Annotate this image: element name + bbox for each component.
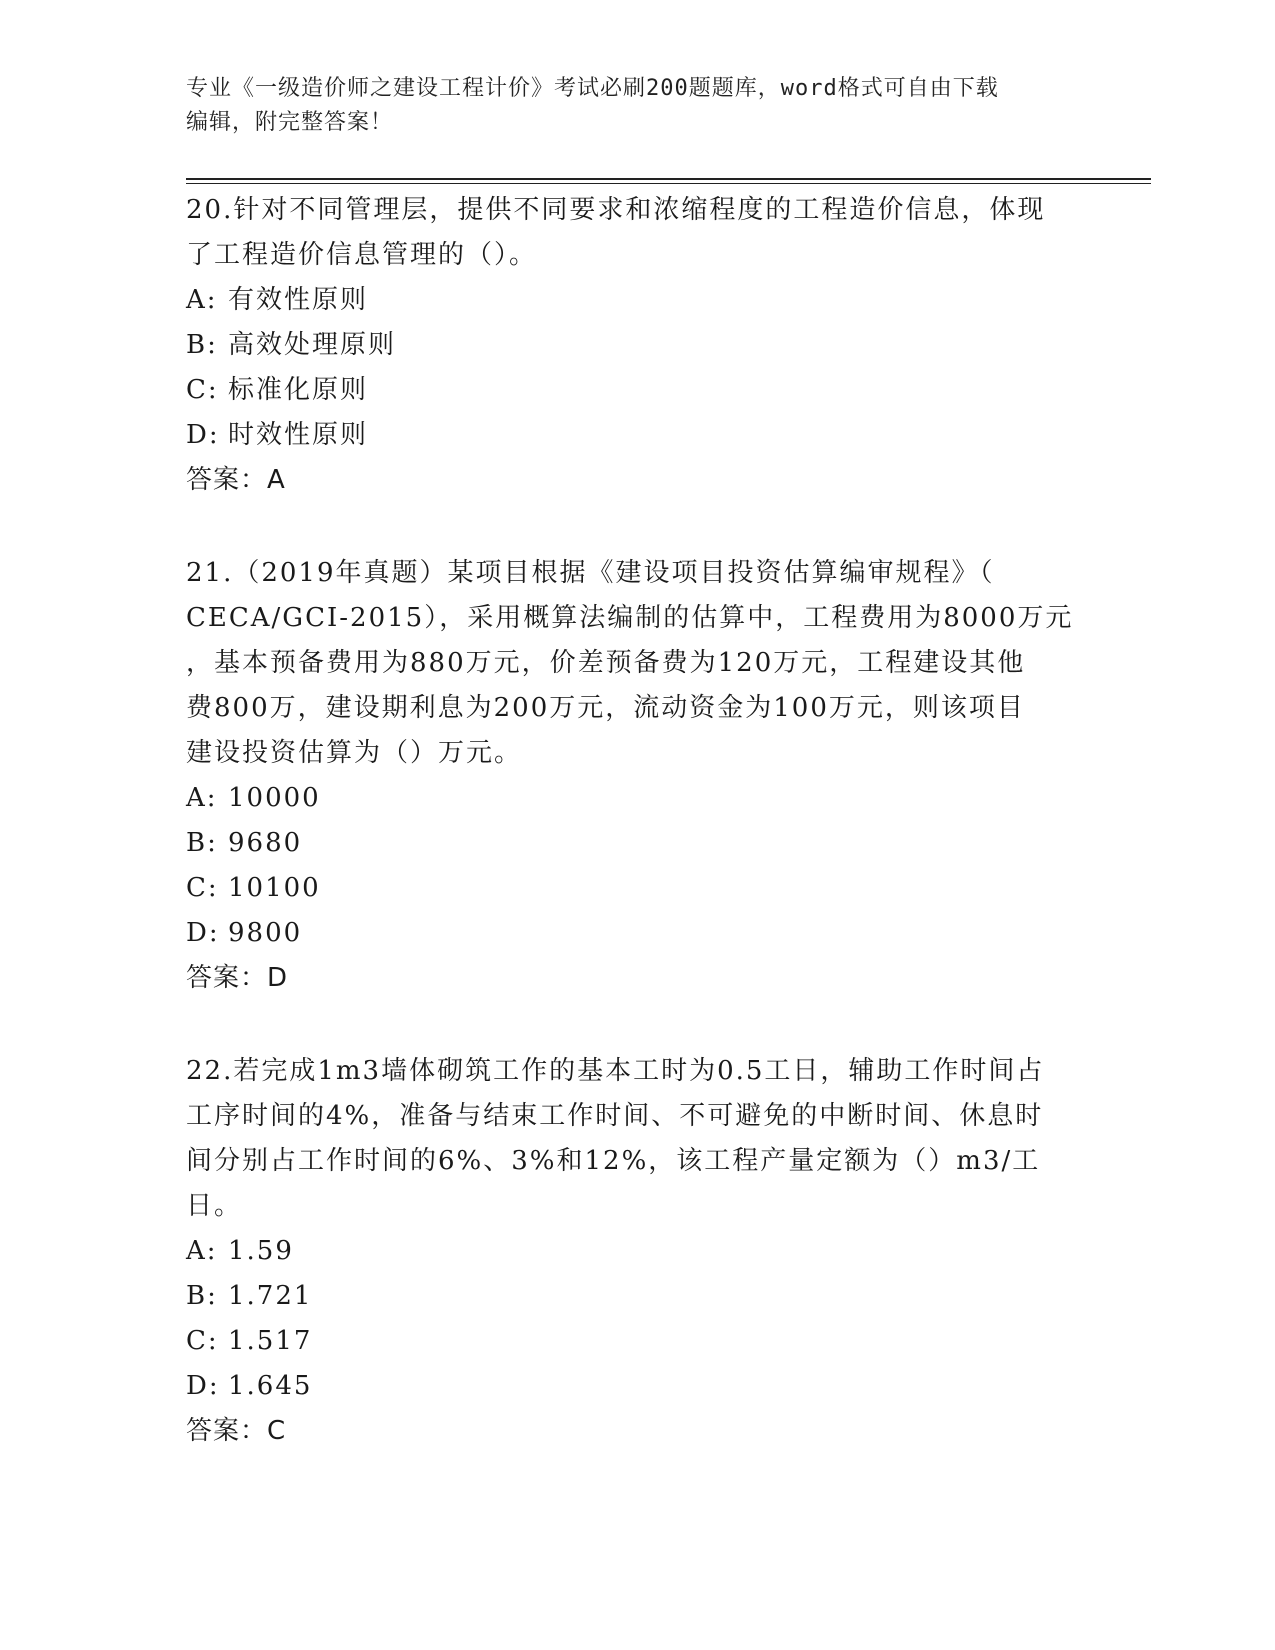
question-stem-line: CECA/GCI-2015），采用概算法编制的估算中，工程费用为8000万元 [186, 603, 1074, 633]
question-stem-line: 建设投资估算为（）万元。 [186, 738, 523, 768]
option-letter: D: [186, 420, 220, 450]
question-21 [186, 551, 1086, 1001]
option-b [186, 1274, 1086, 1319]
option-a [186, 278, 1086, 323]
option-b [186, 323, 1086, 368]
question-spacer [186, 1001, 1086, 1049]
option-letter: A: [186, 783, 218, 813]
option-letter: A: [186, 285, 218, 315]
option-c [186, 866, 1086, 911]
option-letter: A: [186, 1236, 218, 1266]
option-c [186, 1319, 1086, 1364]
question-stem-line: 间分别占工作时间的6%、3%和12%，该工程产量定额为（）m3/工日。 [186, 1146, 1041, 1221]
header-divider-thin [186, 183, 1151, 184]
question-stem-line: 21.（2019年真题）某项目根据《建设项目投资估算编审规程》（ [186, 558, 995, 588]
option-letter: B: [186, 828, 218, 858]
option-letter: D: [186, 918, 220, 948]
option-text: 时效性原则 [228, 420, 369, 450]
option-letter: C: [186, 1326, 219, 1356]
option-text: 1.517 [228, 1326, 313, 1356]
question-stem-line: 费800万，建设期利息为200万元，流动资金为100万元，则该项目 [186, 693, 1025, 723]
option-text: 高效处理原则 [228, 330, 397, 360]
option-a [186, 776, 1086, 821]
option-letter: D: [186, 1371, 220, 1401]
question-spacer [186, 503, 1086, 551]
question-stem-line: ，基本预备费用为880万元，价差预备费为120万元，工程建设其他 [186, 648, 1026, 678]
answer-line: 答案：D [186, 963, 289, 993]
option-d [186, 911, 1086, 956]
option-text: 1.645 [228, 1371, 313, 1401]
option-text: 标准化原则 [228, 375, 369, 405]
option-c [186, 368, 1086, 413]
option-text: 1.721 [228, 1281, 313, 1311]
option-d [186, 1364, 1086, 1409]
option-d [186, 413, 1086, 458]
question-stem-line: 了工程造价信息管理的（）。 [186, 240, 538, 270]
document-header [186, 72, 1066, 140]
question-stem-line: 工序时间的4%，准备与结束工作时间、不可避免的中断时间、休息时 [186, 1101, 1044, 1131]
question-20 [186, 188, 1086, 503]
question-22 [186, 1049, 1086, 1454]
question-stem-line: 22.若完成1m3墙体砌筑工作的基本工时为0.5工日，辅助工作时间占 [186, 1056, 1045, 1086]
option-letter: C: [186, 873, 219, 903]
option-letter: B: [186, 1281, 218, 1311]
answer-line: 答案：A [186, 465, 286, 495]
question-list [186, 188, 1086, 1454]
option-letter: C: [186, 375, 219, 405]
header-divider-thick [186, 178, 1151, 180]
option-b [186, 821, 1086, 866]
header-line-2: 编辑，附完整答案！ [186, 110, 394, 135]
option-text: 1.59 [228, 1236, 294, 1266]
answer-line: 答案：C [186, 1416, 287, 1446]
question-stem-line: 20.针对不同管理层，提供不同要求和浓缩程度的工程造价信息，体现 [186, 195, 1046, 225]
header-line-1: 专业《一级造价师之建设工程计价》考试必刷200题题库，word格式可自由下载 [186, 76, 999, 101]
option-a [186, 1229, 1086, 1274]
option-text: 有效性原则 [228, 285, 369, 315]
option-letter: B: [186, 330, 218, 360]
option-text: 10000 [228, 783, 321, 813]
option-text: 9680 [228, 828, 303, 858]
option-text: 9800 [228, 918, 303, 948]
option-text: 10100 [228, 873, 321, 903]
